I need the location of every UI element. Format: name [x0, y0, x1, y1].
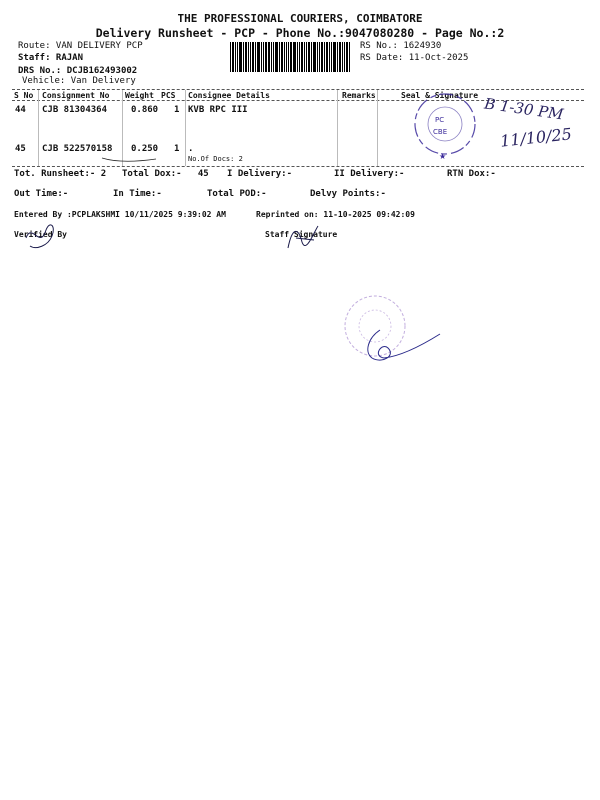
first-delivery: I Delivery:- — [227, 169, 293, 179]
barcode-bar — [313, 42, 316, 72]
col-header-pcs: PCS — [161, 91, 176, 100]
barcode-bar — [288, 42, 289, 72]
barcode-bar — [324, 42, 325, 72]
barcode-bar — [268, 42, 270, 72]
col-divider — [337, 90, 338, 166]
barcode-bar — [243, 42, 244, 72]
col-divider — [185, 90, 186, 166]
handwritten-date: 11/10/25 — [499, 124, 573, 151]
row-2-pcs: 1 — [174, 144, 180, 154]
barcode-bar — [248, 42, 249, 72]
rs-date: RS Date: 11-Oct-2025 — [360, 53, 469, 63]
col-header-sno: S No — [14, 91, 34, 100]
row-1-consignee: KVB RPC III — [188, 105, 248, 115]
barcode-bar — [319, 42, 320, 72]
entered-by: Entered By :PCPLAKSHMI 10/11/2025 9:39:02 AM — [14, 210, 226, 219]
barcode-bar — [299, 42, 300, 72]
barcode-bar — [281, 42, 283, 72]
row-1-weight: 0.860 — [131, 105, 159, 115]
second-delivery: II Delivery:- — [334, 169, 405, 179]
barcode-bar — [284, 42, 285, 72]
row-1-consignment: CJB 81304364 — [42, 105, 108, 115]
barcode-bar — [257, 42, 260, 72]
verified-signature-icon — [22, 220, 62, 254]
barcode-bar — [349, 42, 350, 72]
barcode-bar — [239, 42, 242, 72]
seal-stamp-icon — [405, 82, 485, 164]
barcode-bar — [237, 42, 238, 72]
total-runsheet: Tot. Runsheet:- 2 — [14, 169, 107, 179]
barcode-bar — [304, 42, 305, 72]
barcode-bar — [245, 42, 247, 72]
barcode-bar — [273, 42, 274, 72]
row-2-weight: 0.250 — [131, 144, 159, 154]
barcode-bar — [321, 42, 323, 72]
barcode-bar — [232, 42, 234, 72]
barcode-bar — [250, 42, 251, 72]
barcode-bar — [342, 42, 343, 72]
rtn-dox: RTN Dox:- — [447, 169, 496, 179]
barcode-bar — [293, 42, 296, 72]
barcode-bar — [326, 42, 328, 72]
barcode-bar — [261, 42, 262, 72]
barcode-bar — [339, 42, 341, 72]
barcode-bar — [329, 42, 330, 72]
barcode-bar — [275, 42, 278, 72]
total-dox: Total Dox:- 45 — [122, 169, 209, 179]
barcode-bar — [333, 42, 336, 72]
barcode-bar — [252, 42, 254, 72]
svg-text:PC: PC — [435, 116, 445, 124]
barcode-bar — [279, 42, 280, 72]
staff-label: Staff: RAJAN — [18, 53, 84, 63]
col-header-weight: Weight — [125, 91, 154, 100]
handwritten-time: B 1-30 PM — [483, 94, 565, 124]
staff-signature-label: Staff Signature — [265, 230, 338, 239]
row-1-pcs: 1 — [174, 105, 180, 115]
col-header-remarks: Remarks — [342, 91, 376, 100]
svg-text:CBE: CBE — [433, 128, 448, 136]
col-header-consignment: Consignment No — [42, 91, 110, 100]
barcode-bar — [306, 42, 307, 72]
row-2-doc-count: No.Of Docs: 2 — [188, 155, 243, 163]
barcode-bar — [286, 42, 287, 72]
delivery-points: Delvy Points:- — [310, 189, 386, 199]
barcode-bar — [265, 42, 267, 72]
barcode-bar — [337, 42, 338, 72]
barcode-bar — [331, 42, 332, 72]
vehicle-label: Vehicle: Van Delivery — [22, 76, 136, 86]
row-2-sno: 45 — [15, 144, 26, 154]
row-2-consignment: CJB 522570158 — [42, 144, 113, 154]
barcode-bar — [230, 42, 231, 72]
barcode-bar — [311, 42, 312, 72]
col-divider — [38, 90, 39, 166]
barcode-bar — [255, 42, 256, 72]
document-subtitle: Delivery Runsheet - PCP - Phone No.:9047080280 - Page No.:2 — [95, 26, 505, 40]
barcode-bar — [344, 42, 345, 72]
barcode-bar — [290, 42, 292, 72]
row-1-sno: 44 — [15, 105, 26, 115]
barcode-bar — [235, 42, 236, 72]
in-time: In Time:- — [113, 189, 162, 199]
barcode-bar — [346, 42, 348, 72]
reprinted-on: Reprinted on: 11-10-2025 09:42:09 — [256, 210, 415, 219]
out-time: Out Time:- — [14, 189, 69, 199]
barcode-bar — [308, 42, 310, 72]
table-top-rule — [12, 89, 584, 90]
document-title: THE PROFESSIONAL COURIERS, COIMBATORE — [177, 12, 423, 25]
pen-stroke — [100, 150, 160, 164]
barcode-bar — [301, 42, 303, 72]
col-header-consignee: Consignee Details — [188, 91, 270, 100]
svg-text:★: ★ — [439, 152, 447, 161]
barcode-bar — [263, 42, 264, 72]
staff-signature-icon — [284, 222, 324, 256]
verified-by-label: Verified By — [14, 230, 67, 239]
barcode-bar — [317, 42, 318, 72]
drs-number: DRS No.: DCJB162493002 — [18, 66, 138, 76]
barcode-bar — [271, 42, 272, 72]
row-2-consignee: . — [188, 144, 194, 154]
barcode-bar — [297, 42, 298, 72]
route-label: Route: VAN DELIVERY PCP — [18, 41, 143, 51]
rs-number: RS No.: 1624930 — [360, 41, 442, 51]
col-divider — [377, 90, 378, 166]
barcode — [230, 42, 358, 72]
table-bottom-rule — [12, 166, 584, 167]
faint-stamp-signature — [330, 290, 460, 380]
col-header-seal: Seal & Signature — [401, 91, 479, 100]
total-pod: Total POD:- — [207, 189, 267, 199]
